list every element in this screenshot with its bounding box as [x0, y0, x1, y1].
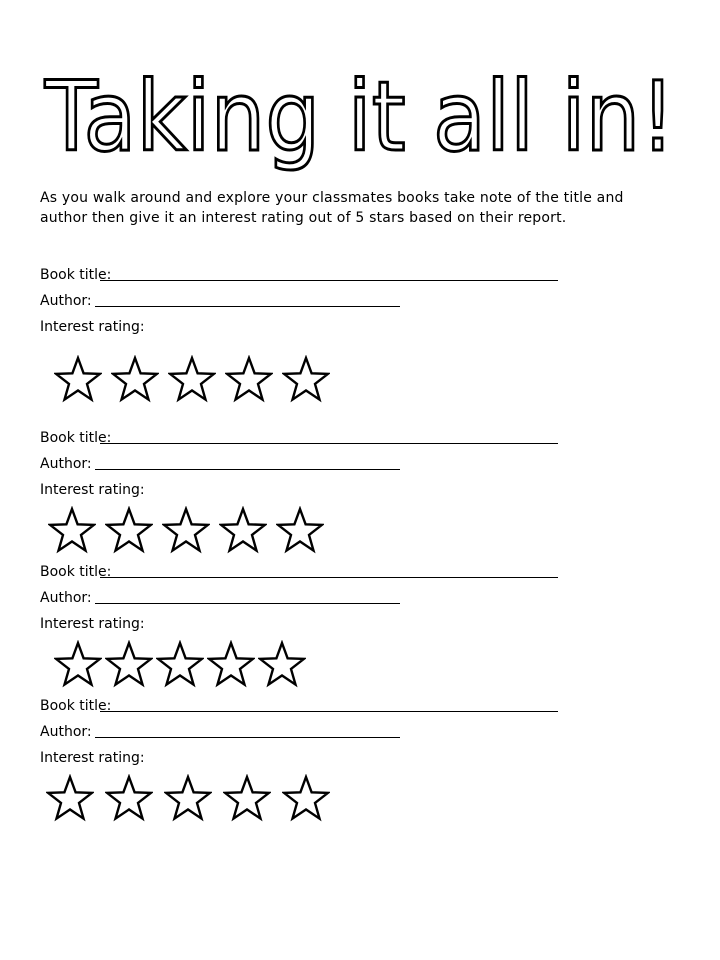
- star-outline: [284, 358, 328, 400]
- book-title-label: Book title:: [40, 564, 112, 580]
- interest-rating-label: Interest rating:: [40, 319, 145, 335]
- author-row: [40, 454, 400, 474]
- star-outline: [278, 509, 322, 551]
- instructions-text: As you walk around and explore your classmates books take note of the title and author then give it an interest rating out of 5 stars based on their report.: [40, 190, 624, 226]
- interest-rating-label: Interest rating:: [40, 482, 145, 498]
- star-icon[interactable]: [46, 774, 94, 822]
- book-title-blank[interactable]: [100, 711, 558, 712]
- book-title-row: [40, 696, 558, 716]
- page-title: [40, 50, 680, 180]
- author-row: [40, 588, 400, 608]
- star-icon[interactable]: [219, 506, 267, 554]
- page-title-text: Taking it all in!: [44, 61, 676, 173]
- star-outline: [107, 777, 151, 819]
- interest-rating-row: [40, 480, 240, 500]
- star-outline: [284, 777, 328, 819]
- book-title-label: Book title:: [40, 430, 112, 446]
- author-row: [40, 722, 400, 742]
- star-outline: [107, 643, 151, 685]
- star-icon[interactable]: [54, 355, 102, 403]
- star-outline: [166, 777, 210, 819]
- author-blank[interactable]: [95, 469, 400, 470]
- interest-rating-label: Interest rating:: [40, 750, 145, 766]
- book-title-row: [40, 265, 558, 285]
- author-label: Author:: [40, 293, 92, 309]
- interest-rating-row: [40, 614, 240, 634]
- star-icon[interactable]: [164, 774, 212, 822]
- book-title-blank[interactable]: [100, 577, 558, 578]
- star-icon[interactable]: [105, 774, 153, 822]
- star-icon[interactable]: [282, 355, 330, 403]
- star-icon[interactable]: [156, 640, 204, 688]
- star-icon[interactable]: [207, 640, 255, 688]
- star-icon[interactable]: [276, 506, 324, 554]
- star-outline: [227, 358, 271, 400]
- star-icon[interactable]: [162, 506, 210, 554]
- star-outline: [113, 358, 157, 400]
- star-rating: [46, 774, 330, 822]
- star-icon[interactable]: [48, 506, 96, 554]
- star-outline: [107, 509, 151, 551]
- star-outline: [158, 643, 202, 685]
- book-title-blank[interactable]: [100, 443, 558, 444]
- star-outline: [164, 509, 208, 551]
- star-icon[interactable]: [225, 355, 273, 403]
- author-blank[interactable]: [95, 737, 400, 738]
- star-icon[interactable]: [105, 506, 153, 554]
- star-icon[interactable]: [54, 640, 102, 688]
- book-title-blank[interactable]: [100, 280, 558, 281]
- star-icon[interactable]: [105, 640, 153, 688]
- star-icon[interactable]: [168, 355, 216, 403]
- star-icon[interactable]: [223, 774, 271, 822]
- interest-rating-row: [40, 317, 240, 337]
- author-label: Author:: [40, 724, 92, 740]
- star-outline: [56, 643, 100, 685]
- star-rating: [54, 355, 330, 403]
- star-rating: [54, 640, 306, 688]
- star-icon[interactable]: [111, 355, 159, 403]
- book-title-row: [40, 428, 558, 448]
- book-title-label: Book title:: [40, 267, 112, 283]
- star-outline: [50, 509, 94, 551]
- star-rating: [48, 506, 324, 554]
- star-outline: [225, 777, 269, 819]
- interest-rating-label: Interest rating:: [40, 616, 145, 632]
- interest-rating-row: [40, 748, 240, 768]
- author-blank[interactable]: [95, 306, 400, 307]
- star-outline: [56, 358, 100, 400]
- star-outline: [221, 509, 265, 551]
- book-title-row: [40, 562, 558, 582]
- star-outline: [48, 777, 92, 819]
- author-blank[interactable]: [95, 603, 400, 604]
- star-outline: [170, 358, 214, 400]
- book-title-label: Book title:: [40, 698, 112, 714]
- star-outline: [260, 643, 304, 685]
- star-icon[interactable]: [282, 774, 330, 822]
- star-icon[interactable]: [258, 640, 306, 688]
- star-outline: [209, 643, 253, 685]
- author-label: Author:: [40, 456, 92, 472]
- author-label: Author:: [40, 590, 92, 606]
- author-row: [40, 291, 400, 311]
